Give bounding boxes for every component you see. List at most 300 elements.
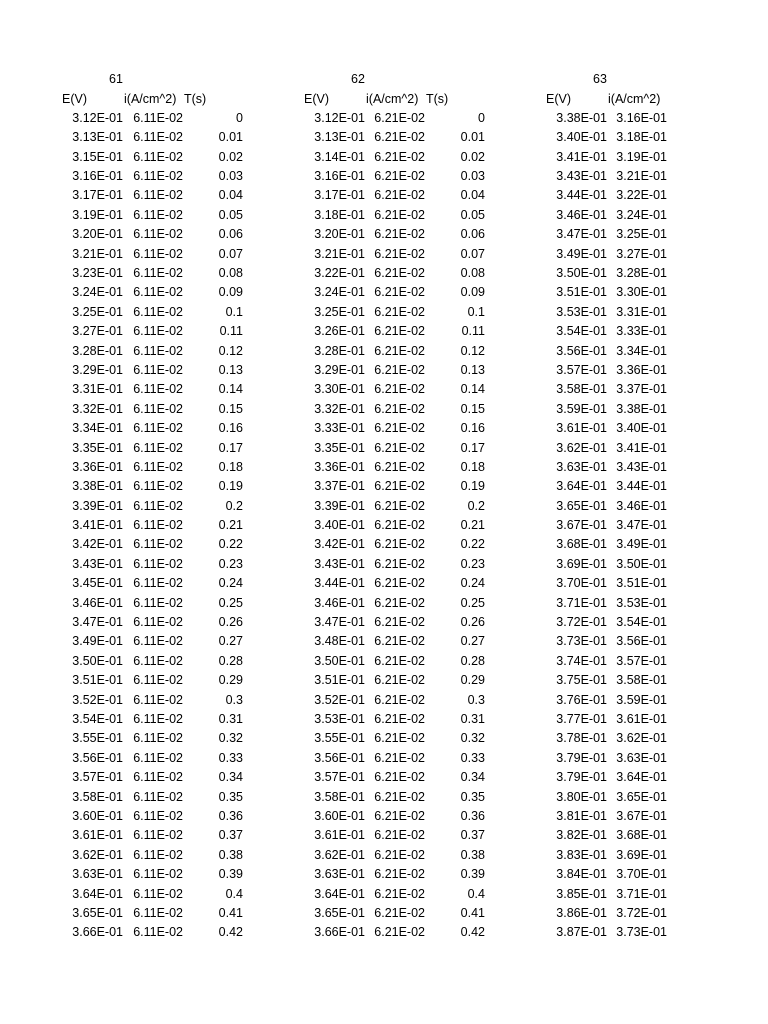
table-cell: 6.11E-02 [133,459,183,474]
table-cell: 6.11E-02 [133,692,183,707]
table-cell: 3.80E-01 [556,789,607,804]
table-cell: 0.17 [460,440,485,455]
table-cell: 6.21E-02 [374,808,425,823]
table-cell: 0.13 [218,362,243,377]
table-cell: 0.18 [460,459,485,474]
table-cell: 6.11E-02 [133,828,183,843]
table-cell: 3.74E-01 [556,653,607,668]
table-cell: 3.58E-01 [616,673,667,688]
table-cell: 6.21E-02 [374,673,425,688]
table-cell: 3.75E-01 [556,673,607,688]
table-cell: 3.56E-01 [616,634,667,649]
table-cell: 6.21E-02 [374,227,425,242]
table-cell: 3.31E-01 [616,304,667,319]
table-cell: 6.11E-02 [133,227,183,242]
table-cell: 3.16E-01 [314,169,365,184]
table-cell: 3.32E-01 [72,401,123,416]
table-cell: 6.11E-02 [133,750,183,765]
table-cell: 3.51E-01 [72,673,123,688]
table-cell: 0.01 [218,130,243,145]
table-cell: 6.21E-02 [374,692,425,707]
table-cell: 3.69E-01 [616,847,667,862]
table-cell: 6.11E-02 [133,169,183,184]
table-cell: 3.50E-01 [616,556,667,571]
table-cell: 6.11E-02 [133,712,183,726]
table-cell: 3.46E-01 [556,207,607,222]
table-cell: 0.29 [218,673,243,688]
table-cell: 3.55E-01 [72,731,123,746]
table-cell: 0.31 [218,712,243,726]
table-cell: 6.11E-02 [133,595,183,610]
table-cell: 6.21E-02 [374,169,425,184]
table-cell: 3.79E-01 [556,770,607,785]
table-cell: 0.13 [460,362,485,377]
table-cell: 0 [478,110,485,125]
table-cell: 3.37E-01 [314,479,365,494]
table-cell: 6.21E-02 [374,207,425,222]
table-cell: 6.11E-02 [133,905,183,920]
table-cell: 6.11E-02 [133,401,183,416]
table-cell: 0.07 [218,246,243,261]
column-header: T(s) [184,91,207,106]
table-cell: 6.21E-02 [374,285,425,300]
table-cell: 0.04 [460,188,485,203]
table-cell: 6.11E-02 [133,149,183,164]
table-cell: 3.40E-01 [556,130,607,145]
table-cell: 3.21E-01 [314,246,365,261]
table-cell: 0.42 [460,925,485,940]
table-cell: 3.47E-01 [616,518,667,533]
table-cell: 0.05 [218,207,243,222]
table-cell: 0.12 [460,343,485,358]
table-cell: 3.63E-01 [616,750,667,765]
table-cell: 3.72E-01 [616,905,667,920]
table-cell: 0.37 [218,828,243,843]
table-cell: 3.78E-01 [556,731,607,746]
table-cell: 3.27E-01 [616,246,667,261]
table-cell: 3.62E-01 [314,847,365,862]
table-cell: 3.73E-01 [556,634,607,649]
table-cell: 3.66E-01 [72,925,123,940]
table-cell: 6.21E-02 [374,537,425,552]
table-cell: 3.52E-01 [314,692,365,707]
table-cell: 3.56E-01 [556,343,607,358]
table-cell: 3.14E-01 [314,149,365,164]
table-cell: 3.58E-01 [314,789,365,804]
table-cell: 3.35E-01 [314,440,365,455]
table-cell: 0.18 [218,459,243,474]
table-cell: 3.32E-01 [314,401,365,416]
table-cell: 3.58E-01 [72,789,123,804]
table-cell: 0.11 [219,324,243,339]
group-title: 63 [593,72,607,86]
table-cell: 6.11E-02 [133,556,183,571]
table-cell: 3.64E-01 [556,479,607,494]
table-cell: 0.25 [218,595,243,610]
table-cell: 3.53E-01 [556,304,607,319]
table-cell: 3.85E-01 [556,886,607,901]
table-cell: 3.61E-01 [314,828,365,843]
table-cell: 3.43E-01 [314,556,365,571]
table-cell: 3.12E-01 [72,110,123,125]
table-cell: 3.54E-01 [556,324,607,339]
table-cell: 3.30E-01 [314,382,365,397]
table-cell: 0.1 [467,304,485,319]
table-cell: 6.11E-02 [133,285,183,300]
table-cell: 3.42E-01 [72,537,123,552]
table-cell: 0.24 [460,576,485,591]
table-cell: 6.21E-02 [374,110,425,125]
table-cell: 0.25 [460,595,485,610]
table-cell: 3.26E-01 [314,324,365,339]
table-cell: 3.17E-01 [314,188,365,203]
table-cell: 3.25E-01 [314,304,365,319]
table-cell: 3.63E-01 [72,867,123,882]
table-cell: 3.56E-01 [314,750,365,765]
table-cell: 3.49E-01 [72,634,123,649]
table-cell: 0.23 [460,556,485,571]
column-header: E(V) [546,91,571,106]
table-cell: 0.01 [460,130,485,145]
table-cell: 3.50E-01 [556,266,607,281]
table-cell: 3.48E-01 [314,634,365,649]
table-cell: 6.11E-02 [133,808,183,823]
table-cell: 0.26 [460,615,485,630]
table-cell: 3.38E-01 [72,479,123,494]
table-cell: 3.24E-01 [616,207,667,222]
table-cell: 0.08 [460,266,485,281]
table-cell: 6.11E-02 [133,498,183,513]
table-cell: 3.25E-01 [72,304,123,319]
table-cell: 3.31E-01 [72,382,123,397]
table-cell: 6.11E-02 [133,576,183,591]
table-cell: 3.71E-01 [616,886,667,901]
table-cell: 3.79E-01 [556,750,607,765]
table-cell: 3.59E-01 [616,692,667,707]
table-cell: 3.43E-01 [616,459,667,474]
table-cell: 3.13E-01 [72,130,123,145]
table-cell: 3.65E-01 [314,905,365,920]
table-cell: 3.36E-01 [616,362,667,377]
table-cell: 6.21E-02 [374,479,425,494]
table-cell: 3.60E-01 [72,808,123,823]
table-cell: 0.36 [218,808,243,823]
table-cell: 6.11E-02 [133,847,183,862]
table-cell: 3.50E-01 [72,653,123,668]
column-header: E(V) [62,91,87,106]
table-cell: 3.38E-01 [616,401,667,416]
table-cell: 6.21E-02 [374,130,425,145]
table-cell: 6.21E-02 [374,750,425,765]
table-cell: 6.11E-02 [133,653,183,668]
table-cell: 3.64E-01 [616,770,667,785]
table-cell: 3.53E-01 [616,595,667,610]
table-cell: 3.44E-01 [556,188,607,203]
table-cell: 3.25E-01 [616,227,667,242]
table-cell: 6.11E-02 [133,343,183,358]
table-cell: 3.64E-01 [72,886,123,901]
table-cell: 3.51E-01 [314,673,365,688]
table-cell: 0.3 [467,692,485,707]
group-title: 61 [109,72,123,86]
table-cell: 3.34E-01 [72,421,123,436]
table-cell: 3.35E-01 [72,440,123,455]
column-header: i(A/cm^2) [124,91,177,106]
table-cell: 3.47E-01 [314,615,365,630]
table-cell: 3.61E-01 [556,421,607,436]
table-cell: 3.40E-01 [314,518,365,533]
table-cell: 6.21E-02 [374,595,425,610]
table-cell: 0.42 [218,925,243,940]
table-cell: 3.27E-01 [72,324,123,339]
table-cell: 3.36E-01 [72,459,123,474]
table-cell: 3.57E-01 [556,362,607,377]
table-cell: 0.34 [218,770,243,785]
table-cell: 3.37E-01 [616,382,667,397]
table-cell: 3.65E-01 [72,905,123,920]
table-cell: 0.07 [460,246,485,261]
table-cell: 6.21E-02 [374,266,425,281]
table-cell: 3.69E-01 [556,556,607,571]
table-cell: 3.28E-01 [314,343,365,358]
table-cell: 3.23E-01 [72,266,123,281]
table-cell: 0.23 [218,556,243,571]
table-cell: 6.21E-02 [374,556,425,571]
table-cell: 3.15E-01 [72,149,123,164]
table-cell: 6.21E-02 [374,459,425,474]
table-cell: 0.4 [467,886,485,901]
table-cell: 0.28 [218,653,243,668]
table-cell: 6.21E-02 [374,518,425,533]
table-cell: 3.45E-01 [72,576,123,591]
table-cell: 0.27 [218,634,243,649]
table-cell: 3.66E-01 [314,925,365,940]
table-cell: 0.17 [218,440,243,455]
table-cell: 0.28 [460,653,485,668]
table-cell: 0.38 [460,847,485,862]
table-cell: 3.87E-01 [556,925,607,940]
table-cell: 3.29E-01 [314,362,365,377]
table-cell: 3.28E-01 [616,266,667,281]
table-cell: 3.47E-01 [72,615,123,630]
table-cell: 6.11E-02 [133,188,183,203]
table-cell: 6.21E-02 [374,304,425,319]
table-cell: 6.11E-02 [133,925,183,940]
table-cell: 0.06 [218,227,243,242]
table-cell: 3.57E-01 [72,770,123,785]
table-cell: 3.19E-01 [72,207,123,222]
table-cell: 0.38 [218,847,243,862]
table-cell: 6.21E-02 [374,343,425,358]
table-cell: 6.11E-02 [133,673,183,688]
table-cell: 3.62E-01 [616,731,667,746]
table-cell: 0.06 [460,227,485,242]
table-cell: 3.65E-01 [616,789,667,804]
table-cell: 0.08 [218,266,243,281]
table-cell: 0.27 [460,634,485,649]
table-cell: 6.11E-02 [133,246,183,261]
table-cell: 0.16 [218,421,243,436]
table-cell: 6.21E-02 [374,362,425,377]
table-cell: 0 [236,110,243,125]
table-cell: 0.29 [460,673,485,688]
table-cell: 6.11E-02 [133,789,183,804]
table-cell: 3.57E-01 [314,770,365,785]
table-cell: 3.30E-01 [616,285,667,300]
table-cell: 3.47E-01 [556,227,607,242]
table-cell: 6.21E-02 [374,382,425,397]
table-cell: 0.22 [460,537,485,552]
table-cell: 0.15 [218,401,243,416]
table-cell: 3.51E-01 [556,285,607,300]
table-cell: 3.49E-01 [556,246,607,261]
table-cell: 6.11E-02 [133,886,183,901]
table-cell: 0.09 [460,285,485,300]
table-cell: 3.53E-01 [314,712,365,726]
table-cell: 3.38E-01 [556,110,607,125]
table-cell: 6.11E-02 [133,362,183,377]
table-cell: 6.11E-02 [133,615,183,630]
table-cell: 0.09 [218,285,243,300]
table-cell: 3.46E-01 [72,595,123,610]
table-cell: 6.21E-02 [374,653,425,668]
table-cell: 0.36 [460,808,485,823]
table-cell: 3.60E-01 [314,808,365,823]
table-cell: 6.11E-02 [133,518,183,533]
table-cell: 3.43E-01 [556,169,607,184]
table-cell: 6.21E-02 [374,770,425,785]
table-cell: 3.70E-01 [616,867,667,882]
table-cell: 6.21E-02 [374,498,425,513]
table-cell: 3.17E-01 [72,188,123,203]
table-cell: 3.72E-01 [556,615,607,630]
table-cell: 3.51E-01 [616,576,667,591]
table-cell: 3.67E-01 [616,808,667,823]
table-cell: 6.21E-02 [374,634,425,649]
table-cell: 0.4 [225,886,243,901]
table-cell: 0.16 [460,421,485,436]
table-cell: 0.02 [460,149,485,164]
table-cell: 3.61E-01 [72,828,123,843]
table-cell: 0.39 [460,867,485,882]
table-cell: 0.32 [460,731,485,746]
table-cell: 6.11E-02 [133,130,183,145]
table-cell: 0.21 [460,518,485,533]
table-cell: 3.76E-01 [556,692,607,707]
table-cell: 3.46E-01 [616,498,667,513]
table-cell: 0.33 [460,750,485,765]
table-cell: 0.31 [460,712,485,726]
table-cell: 6.21E-02 [374,421,425,436]
table-cell: 0.22 [218,537,243,552]
table-cell: 3.33E-01 [616,324,667,339]
table-cell: 0.03 [218,169,243,184]
table-cell: 3.50E-01 [314,653,365,668]
table-cell: 0.41 [218,905,243,920]
table-cell: 0.3 [225,692,243,707]
table-cell: 6.11E-02 [133,324,183,339]
table-cell: 6.21E-02 [374,188,425,203]
table-cell: 3.83E-01 [556,847,607,862]
table-cell: 6.21E-02 [374,615,425,630]
table-cell: 3.70E-01 [556,576,607,591]
table-cell: 3.16E-01 [72,169,123,184]
table-cell: 6.21E-02 [374,905,425,920]
table-cell: 3.44E-01 [314,576,365,591]
table-cell: 6.21E-02 [374,847,425,862]
table-cell: 3.22E-01 [616,188,667,203]
column-header: T(s) [426,91,449,106]
table-cell: 3.22E-01 [314,266,365,281]
table-cell: 3.36E-01 [314,459,365,474]
table-cell: 3.54E-01 [72,712,123,726]
table-cell: 6.11E-02 [133,421,183,436]
table-cell: 3.46E-01 [314,595,365,610]
table-cell: 3.34E-01 [616,343,667,358]
table-cell: 0.2 [467,498,485,513]
table-cell: 3.18E-01 [616,130,667,145]
table-cell: 6.11E-02 [133,440,183,455]
table-cell: 0.15 [460,401,485,416]
table-cell: 3.20E-01 [314,227,365,242]
column-header: i(A/cm^2) [608,91,661,106]
table-cell: 3.39E-01 [314,498,365,513]
table-cell: 6.11E-02 [133,731,183,746]
table-cell: 6.21E-02 [374,246,425,261]
table-cell: 0.35 [218,789,243,804]
table-cell: 3.42E-01 [314,537,365,552]
table-cell: 3.41E-01 [556,149,607,164]
table-cell: 6.11E-02 [133,382,183,397]
table-cell: 3.18E-01 [314,207,365,222]
table-cell: 6.21E-02 [374,789,425,804]
table-cell: 3.21E-01 [616,169,667,184]
table-cell: 3.61E-01 [616,712,667,726]
table-cell: 3.44E-01 [616,479,667,494]
table-cell: 6.11E-02 [133,304,183,319]
table-cell: 6.11E-02 [133,634,183,649]
table-cell: 3.65E-01 [556,498,607,513]
table-cell: 3.68E-01 [556,537,607,552]
group-title: 62 [351,72,365,86]
table-cell: 3.55E-01 [314,731,365,746]
table-cell: 3.20E-01 [72,227,123,242]
table-cell: 3.29E-01 [72,362,123,377]
table-cell: 3.57E-01 [616,653,667,668]
table-cell: 6.21E-02 [374,867,425,882]
table-cell: 0.33 [218,750,243,765]
table-cell: 0.32 [218,731,243,746]
table-cell: 3.28E-01 [72,343,123,358]
table-cell: 3.24E-01 [72,285,123,300]
table-cell: 3.56E-01 [72,750,123,765]
table-cell: 0.39 [218,867,243,882]
table-cell: 3.82E-01 [556,828,607,843]
table-cell: 6.11E-02 [133,266,183,281]
table-cell: 3.86E-01 [556,905,607,920]
table-cell: 3.12E-01 [314,110,365,125]
table-cell: 3.73E-01 [616,925,667,940]
table-cell: 3.63E-01 [314,867,365,882]
table-cell: 6.21E-02 [374,440,425,455]
table-cell: 6.21E-02 [374,828,425,843]
table-cell: 3.54E-01 [616,615,667,630]
table-cell: 0.41 [460,905,485,920]
table-cell: 0.2 [225,498,243,513]
table-cell: 3.41E-01 [616,440,667,455]
table-cell: 3.16E-01 [616,110,667,125]
table-cell: 6.11E-02 [133,207,183,222]
